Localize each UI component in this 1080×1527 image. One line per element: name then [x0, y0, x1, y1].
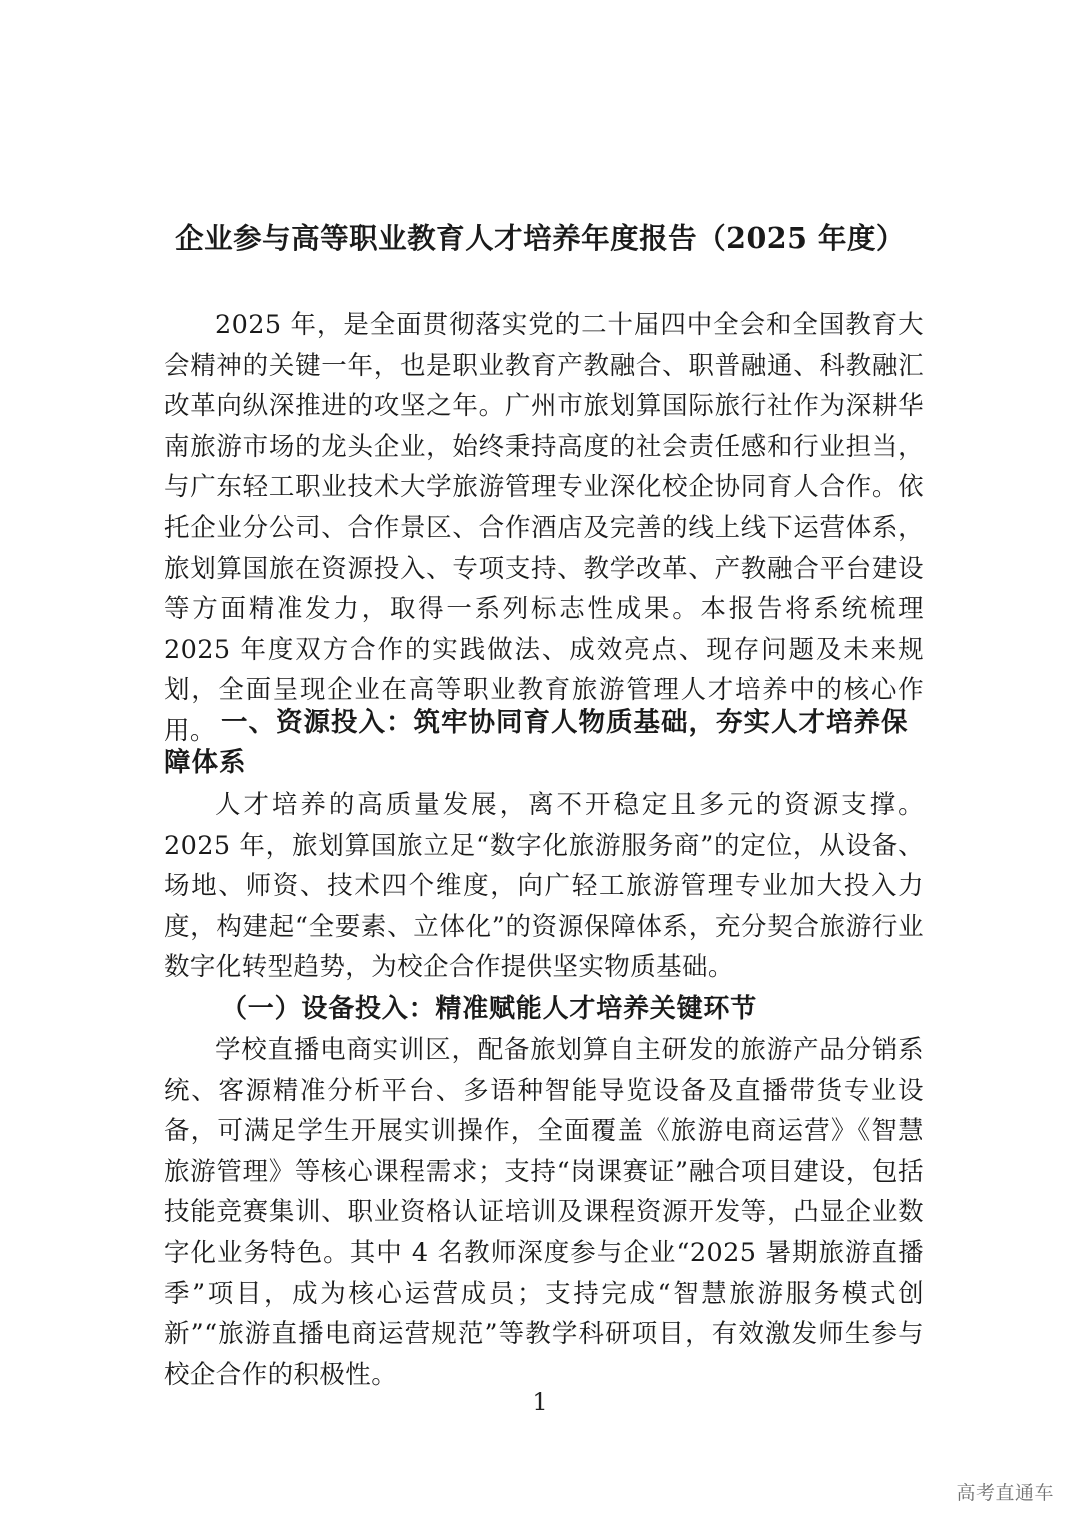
document-title: 企业参与高等职业教育人才培养年度报告（2025 年度）	[175, 221, 905, 255]
section-1	[164, 703, 924, 1395]
intro-block	[164, 305, 924, 752]
intro-paragraph: 2025 年，是全面贯彻落实党的二十届四中全会和全国教育大会精神的关键一年，也是职业教育产教融合、职普融通、科教融汇改革向纵深推进的攻坚之年。广州市旅划算国际旅行社作为深耕华南旅游市场的龙头企业，始终秉持高度的社会责任感和行业担当，与广东轻工职业技术大学旅游管理专业深化校企协同育人合作。依托企业分公司、合作景区、合作酒店及完善的线上线下运营体系，旅划算国旅在资源投入、专项支持、教学改革、产教融合平台建设等方面精准发力，取得一系列标志性成果。本报告将系统梳理 2025 年度双方合作的实践做法、成效亮点、现存问题及未来规划，全面呈现企业在高等职业教育旅游管理人才培养中的核心作用。	[164, 310, 924, 746]
section-1-heading: 一、资源投入：筑牢协同育人物质基础，夯实人才培养保障体系	[164, 707, 909, 778]
subsection-1-1-heading: （一）设备投入：精准赋能人才培养关键环节	[221, 993, 758, 1024]
subsection-1-1-paragraph: 学校直播电商实训区，配备旅划算自主研发的旅游产品分销系统、客源精准分析平台、多语种智能导览设备及直播带货专业设备，可满足学生开展实训操作，全面覆盖《旅游电商运营》《智慧旅游管理》等核心课程需求；支持“岗课赛证”融合项目建设，包括技能竞赛集训、职业资格认证培训及课程资源开发等，凸显企业数字化业务特色。其中 4 名教师深度参与企业“2025 暑期旅游直播季”项目，成为核心运营成员；支持完成“智慧旅游服务模式创新”“旅游直播电商运营规范”等教学科研项目，有效激发师生参与校企合作的积极性。	[164, 1034, 924, 1390]
page-number: 1	[532, 1388, 548, 1416]
watermark: 高考直通车	[956, 1482, 1054, 1504]
section-1-paragraph: 人才培养的高质量发展，离不开稳定且多元的资源支撑。2025 年，旅划算国旅立足“数字化旅游服务商”的定位，从设备、场地、师资、技术四个维度，向广轻工旅游管理专业加大投入力度，构建起“全要素、立体化”的资源保障体系，充分契合旅游行业数字化转型趋势，为校企合作提供坚实物质基础。	[164, 790, 924, 983]
